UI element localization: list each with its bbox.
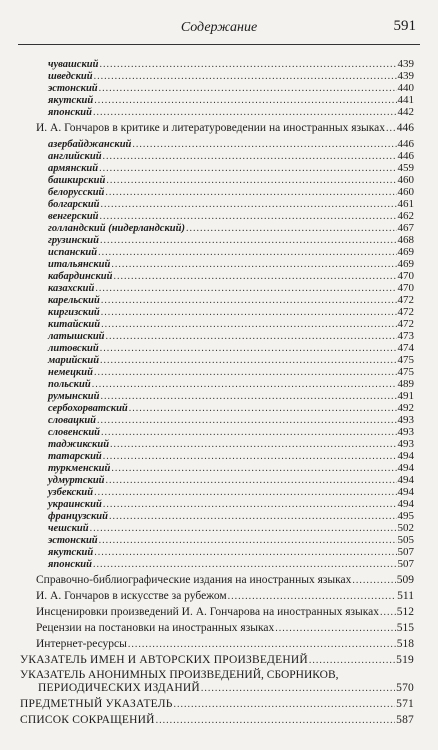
toc-entry-label: испанский <box>48 247 98 258</box>
toc-entry-label: польский <box>48 379 91 390</box>
page-number: 591 <box>393 18 416 34</box>
toc-section-page: 515 <box>396 622 414 634</box>
toc-entry-page: 493 <box>397 438 414 450</box>
toc-entry-page: 468 <box>397 234 414 246</box>
toc-entry-page: 475 <box>397 366 414 378</box>
toc-entry-label: армянский <box>48 163 99 174</box>
toc-entry-page: 495 <box>397 510 414 522</box>
running-header <box>18 18 420 40</box>
toc-entry-page: 494 <box>397 498 414 510</box>
toc-chapter-page: 587 <box>396 714 414 726</box>
toc-entry-label: словацкий <box>48 415 97 426</box>
toc-section <box>36 590 414 603</box>
header-rule <box>18 44 420 45</box>
toc-entry <box>48 558 414 571</box>
toc-chapter-label: ПЕРИОДИЧЕСКИХ ИЗДАНИЙ <box>38 682 200 694</box>
toc-entry-label: казахский <box>48 283 95 294</box>
toc-entry-page: 469 <box>397 246 414 258</box>
toc-entry-page: 493 <box>397 426 414 438</box>
toc-entry-page: 469 <box>397 258 414 270</box>
toc-entry-label: якутский <box>48 547 94 558</box>
toc-entry-label: словенский <box>48 427 101 438</box>
toc-entry-label: венгерский <box>48 211 99 222</box>
toc-chapter <box>20 654 414 667</box>
toc-chapter <box>38 682 414 695</box>
toc-entry-label: эстонский <box>48 535 98 546</box>
toc-chapter-label: УКАЗАТЕЛЬ ИМЕН И АВТОРСКИХ ПРОИЗВЕДЕНИЙ <box>20 654 308 666</box>
toc-entry-page: 441 <box>397 94 414 106</box>
running-title: Содержание <box>180 20 258 35</box>
toc-section-page: 511 <box>397 590 414 602</box>
toc-entry-page: 507 <box>397 546 414 558</box>
toc-entry-label: киргизский <box>48 307 100 318</box>
toc-chapter-label: СПИСОК СОКРАЩЕНИЙ <box>20 714 155 726</box>
toc-section-label: И. А. Гончаров в критике и литературоведении на иностранных языках <box>36 122 386 134</box>
toc-entry-label: туркменский <box>48 463 111 474</box>
toc-entry-page: 440 <box>397 82 414 94</box>
toc-entry-label: удмуртский <box>48 475 105 486</box>
toc-entry-page: 439 <box>397 70 414 82</box>
toc-section <box>36 574 414 587</box>
toc-chapter-page: 571 <box>396 698 414 710</box>
toc-entry-page: 473 <box>397 330 414 342</box>
toc-entry-page: 446 <box>397 138 414 150</box>
toc-entry-label: чешский <box>48 523 89 534</box>
toc-section-page: 512 <box>396 606 414 618</box>
toc-chapter <box>20 698 414 711</box>
toc-entry-label: эстонский <box>48 83 98 94</box>
toc-entry-label: японский <box>48 559 92 570</box>
toc-entry-label: шведский <box>48 71 93 82</box>
toc-entry-page: 491 <box>397 390 414 402</box>
toc-entry-label: кабардинский <box>48 271 113 282</box>
toc-section-page: 509 <box>396 574 414 586</box>
toc-entry-page: 446 <box>397 150 414 162</box>
toc-entry-label: сербохорватский <box>48 403 128 414</box>
toc-entry-label: итальянский <box>48 259 111 270</box>
toc-entry-label: английский <box>48 151 102 162</box>
toc-chapter-page: 570 <box>396 682 414 694</box>
toc-entry-label: башкирский <box>48 175 106 186</box>
toc-entry-label: азербайджанский <box>48 139 132 150</box>
toc-entry-page: 472 <box>397 318 414 330</box>
toc-chapter-page: 519 <box>396 654 414 666</box>
toc-entry-label: карельский <box>48 295 100 306</box>
toc-entry-page: 470 <box>397 282 414 294</box>
toc-section-label: И. А. Гончаров в искусстве за рубежом <box>36 590 227 602</box>
toc-entry-label: якутский <box>48 95 94 106</box>
toc-section-label: Рецензии на постановки на иностранных языках <box>36 622 275 634</box>
toc-entry-label: чувашский <box>48 59 99 70</box>
toc-entry-label: таджикский <box>48 439 110 450</box>
toc-entry-label: узбекский <box>48 487 94 498</box>
toc-entry-label: украинский <box>48 499 102 510</box>
toc-entry-page: 442 <box>397 106 414 118</box>
toc-section-page: 518 <box>396 638 414 650</box>
toc-entry-label: японский <box>48 107 92 118</box>
toc-entry-page: 494 <box>397 450 414 462</box>
toc-entry-page: 474 <box>397 342 414 354</box>
toc-entry-page: 439 <box>397 58 414 70</box>
toc-entry-label: румынский <box>48 391 100 402</box>
toc-entry-label: немецкий <box>48 367 93 378</box>
toc-entry-label: марийский <box>48 355 100 366</box>
toc-entry-page: 507 <box>397 558 414 570</box>
toc-entry-page: 460 <box>397 186 414 198</box>
toc-section-label: Интернет-ресурсы <box>36 638 127 650</box>
toc-chapter-line-1: УКАЗАТЕЛЬ АНОНИМНЫХ ПРОИЗВЕДЕНИЙ, СБОРНИКОВ, <box>20 669 339 681</box>
toc-entry-page: 461 <box>397 198 414 210</box>
toc-entry-page: 460 <box>397 174 414 186</box>
toc-section-label: Инсценировки произведений И. А. Гончарова на иностранных языках <box>36 606 380 618</box>
toc-entry <box>48 106 414 119</box>
toc-entry-page: 459 <box>397 162 414 174</box>
toc-entry-label: грузинский <box>48 235 99 246</box>
toc-section-label: Справочно-библиографические издания на иностранных языках <box>36 574 352 586</box>
toc-entry-page: 472 <box>397 294 414 306</box>
toc-entry-label: французский <box>48 511 108 522</box>
toc-entry-label: китайский <box>48 319 101 330</box>
toc-entry-page: 489 <box>397 378 414 390</box>
toc-section-page: 446 <box>396 122 414 134</box>
toc-entry-page: 502 <box>397 522 414 534</box>
toc-entry-page: 475 <box>397 354 414 366</box>
toc-entry-page: 505 <box>397 534 414 546</box>
toc-entry-page: 494 <box>397 462 414 474</box>
toc-entry-page: 494 <box>397 474 414 486</box>
toc-entry-page: 472 <box>397 306 414 318</box>
toc-entry-page: 494 <box>397 486 414 498</box>
toc-entry-label: латышский <box>48 331 105 342</box>
toc-entry-label: голландский (нидерландский) <box>48 223 185 234</box>
toc-entry-label: белорусский <box>48 187 105 198</box>
toc-entry-page: 470 <box>397 270 414 282</box>
toc-section <box>36 606 414 619</box>
toc-entry-label: литовский <box>48 343 99 354</box>
toc-entry-label: татарский <box>48 451 102 462</box>
toc-section <box>36 638 414 651</box>
toc-chapter <box>20 714 414 727</box>
toc-entry-page: 493 <box>397 414 414 426</box>
toc-section <box>36 122 414 135</box>
toc-entry-page: 492 <box>397 402 414 414</box>
toc-entry-page: 467 <box>397 222 414 234</box>
toc-chapter-label: ПРЕДМЕТНЫЙ УКАЗАТЕЛЬ <box>20 698 173 710</box>
toc-entry-page: 462 <box>397 210 414 222</box>
toc-entry-label: болгарский <box>48 199 100 210</box>
toc-section <box>36 622 414 635</box>
